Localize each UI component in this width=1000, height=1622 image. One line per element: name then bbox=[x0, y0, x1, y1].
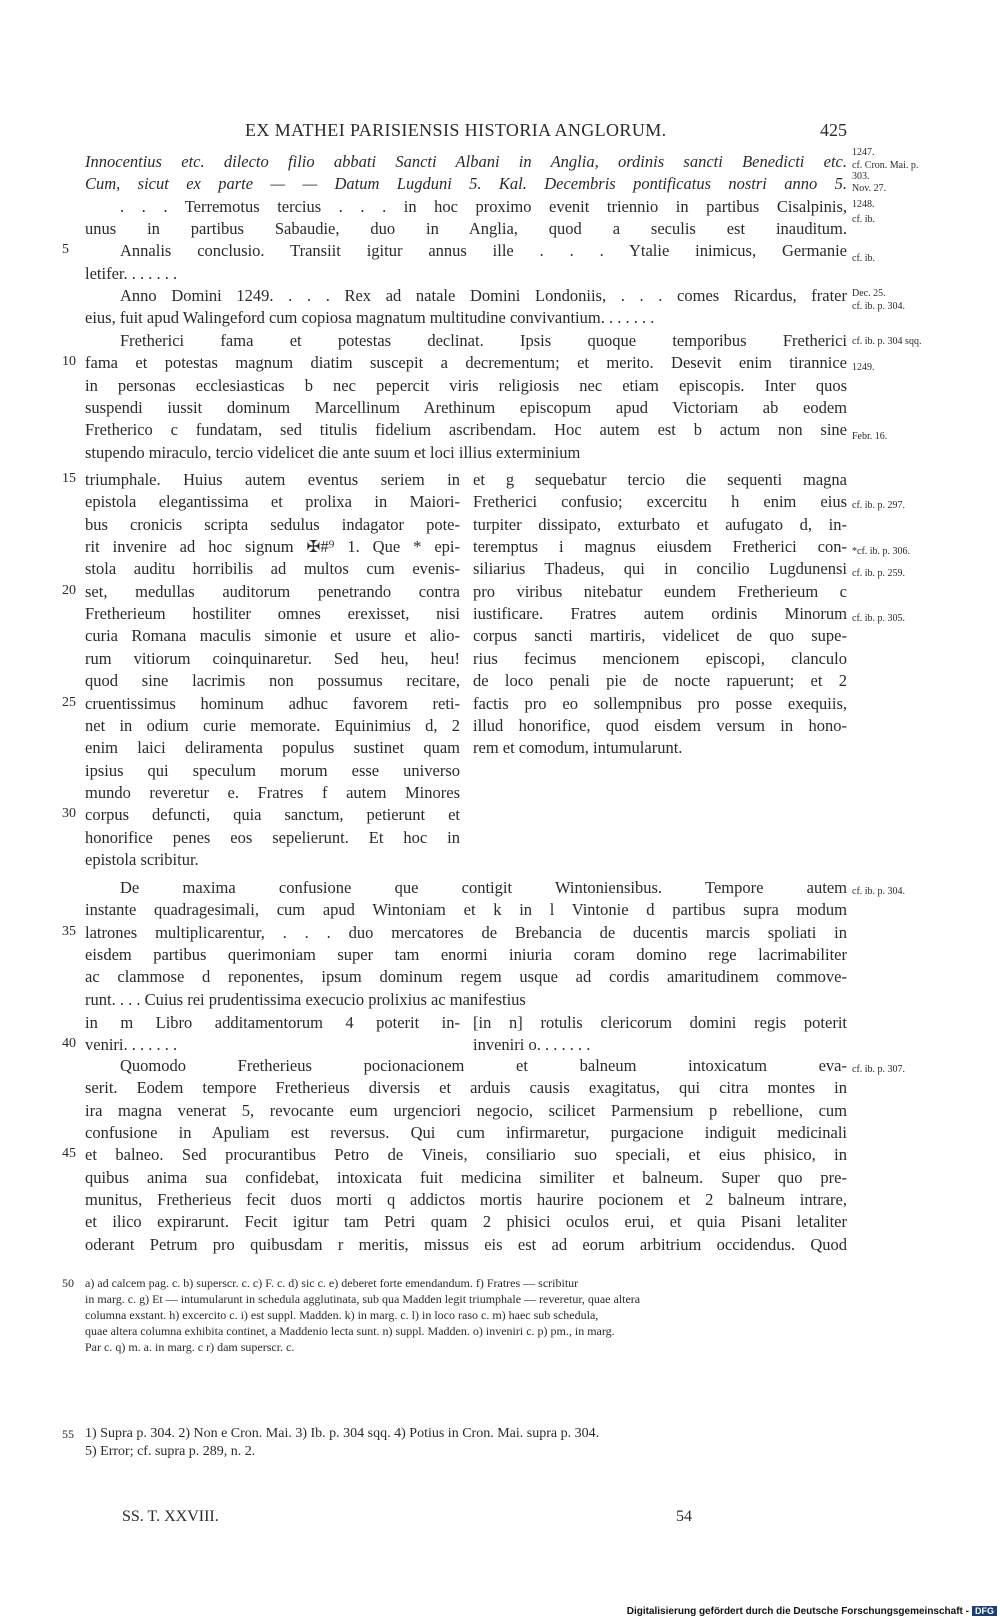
margin-note: cf. ib. p. 304. bbox=[852, 301, 906, 312]
footnote-line: Par c. q) m. a. in marg. c r) dam superscr. c. bbox=[85, 1340, 295, 1354]
text-line: in personas ecclesiasticas b nec pepercit viris religiosis nec etiam episcopis. Inter quos bbox=[85, 375, 847, 395]
column-line: veniri. . . . . . . bbox=[85, 1035, 178, 1055]
line-number: 45 bbox=[62, 1146, 76, 1162]
series-mark: SS. T. XXVIII. bbox=[122, 1508, 219, 1525]
margin-note: Nov. 27. bbox=[852, 183, 887, 194]
running-header bbox=[85, 120, 847, 144]
credit-text: Digitalisierung gefördert durch die Deutsche Forschungsgemeinschaft - bbox=[626, 1606, 969, 1617]
text-line: ac clammose d reponentes, ipsum dominum regem usque ad cordis amaritudinem commove- bbox=[85, 967, 847, 987]
column-line: corpus defuncti, quia sanctum, petierunt et bbox=[85, 805, 460, 825]
margin-note: cf. ib. p. 304 sqq. bbox=[852, 336, 922, 347]
text-line: fama et potestas magnum diatim suscepit a decrementum; et merito. Desevit enim tirannice bbox=[85, 353, 847, 373]
column-line: Fretherieum hostiliter omnes erexisset, nisi bbox=[85, 604, 460, 624]
text-line: oderant Petrum pro quibusdam r meritis, missus eis est ad eorum arbitrium occidendus. Quod bbox=[85, 1234, 847, 1254]
line-number: 20 bbox=[62, 582, 76, 598]
column-line: pro viribus nitebatur eundem Fretherieum c bbox=[473, 581, 847, 601]
column-line: Fretherici confusio; excercitu h enim eius bbox=[473, 492, 847, 512]
margin-note: Dec. 25. bbox=[852, 288, 886, 299]
digitization-credit bbox=[627, 1606, 997, 1617]
text-line: quibus anima sua confidebat, intoxicata fuit medicina similiter et balneum. Super quo pre- bbox=[85, 1167, 847, 1187]
column-line: epistola scribitur. bbox=[85, 849, 199, 869]
column-line: siliarius Thadeus, qui in concilio Lugdunensi bbox=[473, 559, 847, 579]
column-line: inveniri o. . . . . . . bbox=[473, 1035, 591, 1055]
text-line: Fretherico c fundatam, sed titulis fidelium ascribendam. Hoc autem est b actum non sine bbox=[85, 420, 847, 440]
text-line: De maxima confusione que contigit Wintoniensibus. Tempore autem bbox=[120, 878, 847, 897]
column-line: illud honorifice, quod eisdem versum in hono- bbox=[473, 715, 847, 735]
column-line: rit invenire ad hoc signum ✠#⁹ 1. Que * epi- bbox=[85, 537, 460, 557]
text-line: eius, fuit apud Walingeford cum copiosa magnatum multitudine convivantium. . . . . . . bbox=[85, 308, 655, 328]
column-line: de loco penali pie de nocte rapuerunt; et 2 bbox=[473, 671, 847, 691]
column-line: in m Libro additamentorum 4 poterit in- bbox=[85, 1013, 460, 1032]
footnote-line: a) ad calcem pag. c. b) superscr. c. c) F. c. d) sic c. e) deberet forte emendandum. f) Fratres — scribitur bbox=[85, 1276, 579, 1290]
line-number: 30 bbox=[62, 806, 76, 822]
column-line: rius fecimus mencionem episcopi, clanculo bbox=[473, 648, 847, 668]
line-number: 35 bbox=[62, 923, 76, 939]
margin-note: *cf. ib. p. 306. bbox=[852, 546, 911, 557]
column-line: mundo reveretur e. Fratres f autem Minores bbox=[85, 782, 460, 802]
column-line: curia Romana maculis simonie et usure et alio- bbox=[85, 626, 460, 646]
text-line: runt. . . . Cuius rei prudentissima execucio prolixius ac manifestius bbox=[85, 989, 526, 1009]
text-line: et balneo. Sed procurantibus Petro de Vineis, consiliario suo speciali, et eius phisico, in bbox=[85, 1145, 847, 1165]
text-line: ira magna venerat 5, revocante eum urgenciori negocio, scilicet Parmensium p rebellione, cum bbox=[85, 1100, 847, 1120]
dfg-logo: DFG bbox=[972, 1606, 997, 1616]
sheet-signature: 54 bbox=[676, 1508, 692, 1525]
column-line: ipsius qui speculum morum esse universo bbox=[85, 760, 460, 780]
text-line: et ilico expirarunt. Fecit igitur tam Petri quam 2 phisici oculos erui, et quia Pisani letaliter bbox=[85, 1212, 847, 1232]
text-line: Fretherici fama et potestas declinat. Ipsis quoque temporibus Fretherici bbox=[120, 330, 847, 350]
text-line: munitus, Fretherieus fecit duos morti q addictos mortis haurire pocionem et 2 balneum intrare, bbox=[85, 1190, 847, 1210]
text-line: Annalis conclusio. Transiit igitur annus ille . . . Ytalie inimicus, Germanie bbox=[120, 241, 847, 261]
margin-note: Febr. 16. bbox=[852, 431, 888, 442]
header-title: EX MATHEI PARISIENSIS HISTORIA ANGLORUM. bbox=[245, 120, 667, 140]
line-number: 10 bbox=[62, 354, 76, 370]
text-line: letifer. . . . . . . bbox=[85, 263, 178, 283]
column-line: turpiter dissipato, exturbato et aufugato d, in- bbox=[473, 514, 847, 534]
margin-note: 1247. bbox=[852, 147, 875, 158]
margin-note: cf. ib. p. 307. bbox=[852, 1064, 906, 1075]
text-line: Cum, sicut ex parte — — Datum Lugduni 5. Kal. Decembris pontificatus nostri anno 5. bbox=[85, 174, 847, 194]
line-number: 55 bbox=[62, 1427, 74, 1441]
margin-note: 1248. bbox=[852, 199, 875, 210]
text-line: suspendi iussit dominum Marcellinum Arethinum episcopum apud Victoriam ab eodem bbox=[85, 397, 847, 417]
margin-note: cf. ib. bbox=[852, 253, 876, 264]
text-line: confusione in Apuliam est reversus. Qui cum infirmaretur, purgacione indiguit medicinali bbox=[85, 1123, 847, 1143]
column-line: quod sine lacrimis non possumus recitare, bbox=[85, 671, 460, 691]
column-line: epistola elegantissima et prolixa in Maiori- bbox=[85, 492, 460, 512]
text-line: stupendo miraculo, tercio videlicet die ante suum et loci illius exterminium bbox=[85, 442, 581, 462]
column-line: net in odium curie memorate. Equinimius d, 2 bbox=[85, 715, 460, 735]
column-line: set, medullas auditorum penetrando contra bbox=[85, 581, 460, 601]
margin-note: cf. ib. p. 304. bbox=[852, 886, 906, 897]
column-line: factis pro eo sollempnibus pro posse exequiis, bbox=[473, 693, 847, 713]
margin-note: cf. ib. p. 259. bbox=[852, 568, 906, 579]
line-number: 5 bbox=[62, 242, 69, 258]
column-line: triumphale. Huius autem eventus seriem in bbox=[85, 470, 460, 489]
column-line: iustificare. Fratres autem ordinis Minorum bbox=[473, 604, 847, 624]
text-line: instante quadragesimali, cum apud Wintoniam et k in l Vintonie d partibus supra modum bbox=[85, 900, 847, 920]
line-number: 50 bbox=[62, 1276, 74, 1290]
footnote-line: quae altera columna exhibita continet, a Maddenio lecta sunt. n) suppl. Madden. o) inveniri c. p) pm., in marg. bbox=[85, 1324, 615, 1338]
column-line: stola auditu horribilis ad multos cum evenis- bbox=[85, 559, 460, 579]
text-line: . . . Terremotus tercius . . . in hoc proximo evenit triennio in partibus Cisalpinis, bbox=[120, 196, 847, 216]
text-line: Innocentius etc. dilecto filio abbati Sancti Albani in Anglia, ordinis sancti Benedicti etc. bbox=[85, 152, 847, 171]
column-line: bus cronicis scripta sedulus indagator pote- bbox=[85, 514, 460, 534]
page-number: 425 bbox=[820, 120, 847, 140]
note-line: 5) Error; cf. supra p. 289, n. 2. bbox=[85, 1444, 256, 1459]
column-line: corpus sancti martiris, videlicet de quo supe- bbox=[473, 626, 847, 646]
line-number: 15 bbox=[62, 471, 76, 486]
margin-note: cf. ib. bbox=[852, 214, 876, 225]
text-line: serit. Eodem tempore Fretherieus diversis et arduis causis exagitatus, qui citra montes in bbox=[85, 1078, 847, 1098]
column-line: et g sequebatur tercio die sequenti magna bbox=[473, 470, 847, 489]
text-line: Anno Domini 1249. . . . Rex ad natale Domini Londoniis, . . . comes Ricardus, frater bbox=[120, 286, 847, 306]
column-line: rem et comodum, intumularunt. bbox=[473, 738, 683, 758]
column-line: cruentissimus hominum adhuc favorem reti- bbox=[85, 693, 460, 713]
column-line: [in n] rotulis clericorum domini regis poterit bbox=[473, 1013, 847, 1032]
margin-note: cf. ib. p. 305. bbox=[852, 613, 906, 624]
column-line: teremptus i magnus eiusdem Fretherici con- bbox=[473, 537, 847, 557]
margin-note: 1249. bbox=[852, 362, 875, 373]
column-line: rum vitiorum coinquinaretur. Sed heu, heu! bbox=[85, 648, 460, 668]
text-line: unus in partibus Sabaudie, duo in Anglia, quod a seculis est inauditum. bbox=[85, 219, 847, 239]
column-line: honorifice penes eos sepelierunt. Et hoc in bbox=[85, 827, 460, 847]
text-line: Quomodo Fretherieus pocionacionem et balneum intoxicatum eva- bbox=[120, 1056, 847, 1075]
line-number: 25 bbox=[62, 694, 76, 710]
margin-note: cf. ib. p. 297. bbox=[852, 500, 906, 511]
text-line: eisdem partibus querimoniam super tam enormi iniuria coram domino rege lacrimabiliter bbox=[85, 945, 847, 965]
column-line: enim laici deliramenta populus sustinet quam bbox=[85, 738, 460, 758]
line-number: 40 bbox=[62, 1036, 76, 1052]
margin-note: cf. Cron. Mai. p. 303. bbox=[852, 160, 919, 182]
text-line: latrones multiplicarentur, . . . duo mercatores de Brebancia de ducentis marcis spoliati in bbox=[85, 922, 847, 942]
footnote-line: columna exstant. h) excercito c. i) est suppl. Madden. k) in marg. c. l) in loco raso c. m) haec sub schedula, bbox=[85, 1308, 599, 1322]
note-line: 1) Supra p. 304. 2) Non e Cron. Mai. 3) Ib. p. 304 sqq. 4) Potius in Cron. Mai. supra p. 304. bbox=[85, 1426, 600, 1441]
footnote-line: in marg. c. g) Et — intumularunt in schedula agglutinata, sub qua Madden legit triumphale — reveretur, quae altera bbox=[85, 1292, 641, 1306]
